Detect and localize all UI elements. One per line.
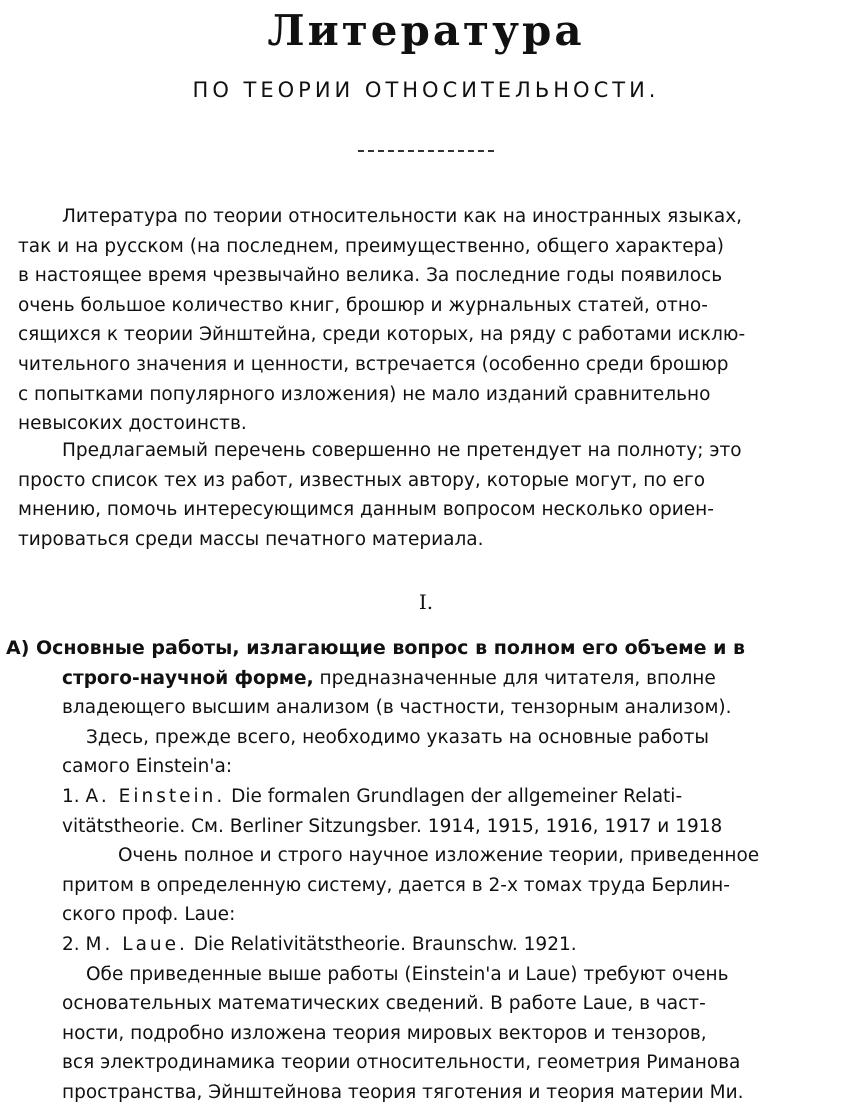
ref1-author: A. Einstein. [85, 785, 226, 807]
page-subtitle: ПО ТЕОРИИ ОТНОСИТЕЛЬНОСТИ. [192, 78, 660, 102]
text-line: в настоящее время чрезвычайно велика. За последние годы появилось [18, 265, 723, 287]
text-line: Литература по теории относительности как на иностранных языках, [62, 206, 743, 227]
ref2-author: M. Laue. [85, 933, 188, 955]
text-line: ности, подробно изложена теория мировых векторов и тензоров, [62, 1022, 707, 1044]
section-numeral: I. [418, 590, 434, 614]
section-a [6, 634, 836, 1108]
title-divider [358, 150, 494, 152]
text-line: вся электродинамика теории относительности, геометрия Риманова [62, 1052, 741, 1074]
text-line: притом в определенную систему, дается в 2-х томах труда Берлин- [62, 874, 730, 896]
text-line: Очень полное и строго научное изложение теории, приведенное [118, 845, 760, 867]
text-line: сящихся к теории Эйнштейна, среди которых, на ряду с работами исклю- [18, 324, 746, 346]
text-line: Обе приведенные выше работы (Einstein'a и Laue) требуют очень [86, 963, 729, 985]
text-line: невысоких достоинств. [18, 413, 247, 435]
text-line: пространства, Эйнштейнова теория тяготения и теория материи Ми. [62, 1081, 744, 1103]
text-line: чительного значения и ценности, встречается (особенно среди брошюр [18, 353, 729, 375]
reference-2: 2. M. Laue. Die Relativitätstheorie. Braunschw. 1921. [62, 933, 577, 955]
text-line: просто список тех из работ, известных автору, которые могут, по его [18, 469, 706, 491]
text-line: Здесь, прежде всего, необходимо указать на основные работы [86, 726, 709, 748]
text-line: основательных математических сведений. В работе Laue, в част- [62, 993, 706, 1015]
text-line: владеющего высшим анализом (в частности, тензорным анализом). [62, 697, 732, 719]
section-a-heading: А) Основные работы, излагающие вопрос в полном его объеме и в [6, 637, 746, 659]
text-line: с попытками популярного изложения) не мало изданий сравнительно [18, 383, 711, 405]
text-line: так и на русском (на последнем, преимущественно, общего характера) [18, 235, 724, 257]
intro-paragraph-1 [18, 202, 832, 439]
text-line: очень большое количество книг, брошюр и журнальных статей, отно- [18, 294, 708, 316]
text-line: Предлагаемый перечень совершенно не претендует на полноту; это [62, 440, 742, 461]
text-line: мнению, помочь интересующимся данным вопросом несколько ориен- [18, 499, 714, 521]
text-line: строго-научной форме, предназначенные для читателя, вполне [62, 667, 716, 689]
reference-1-cont: vitätstheorie. См. Berliner Sitzungsber. 1914, 1915, 1916, 1917 и 1918 [62, 815, 723, 837]
text-line: тироваться среди массы печатного материала. [18, 528, 484, 550]
text-line: ского проф. Laue: [62, 904, 236, 926]
intro-paragraph-2 [18, 436, 832, 554]
section-a-heading-cont: строго-научной форме, [62, 667, 314, 689]
page-title: Литература [267, 6, 585, 55]
reference-1: 1. A. Einstein. Die formalen Grundlagen der allgemeiner Relati- [62, 785, 683, 807]
text-line: самого Einstein'a: [62, 756, 233, 778]
